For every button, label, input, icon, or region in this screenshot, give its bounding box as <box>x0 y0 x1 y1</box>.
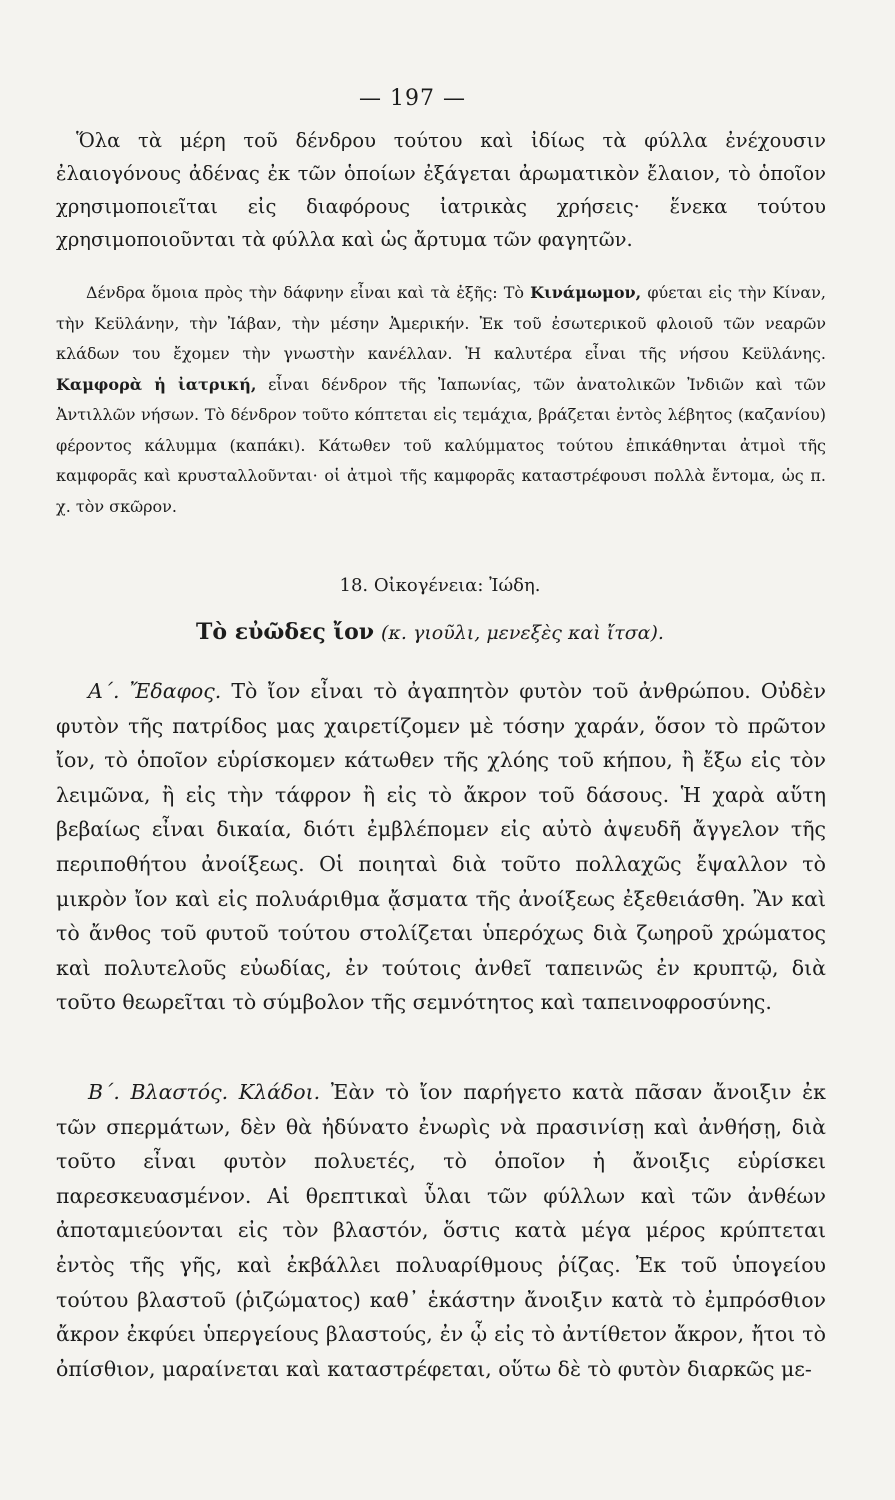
paragraph-text: εἶναι δένδρον τῆς Ἰαπωνίας, τῶν ἀνατολικῶν Ἰνδιῶν καὶ τῶν Ἀντιλλῶν νήσων. Τὸ δένδρον τοῦτο κόπτεται εἰς τεμάχια, βράζεται ἐντὸς λέβητος (καζανίου) φέροντος κάλυμμα (καπάκι). Κάτωθεν τοῦ καλύμματος τούτου ἐπικάθηνται ἀτμοὶ τῆς καμφορᾶς καὶ κρυσταλλοῦνται· οἱ ἀτμοὶ τῆς καμφορᾶς καταστρέφουσι πολλὰ ἔντομα, ὡς π. χ. τὸν σκῶρον. <box>56 374 826 516</box>
paragraph-stem <box>56 1075 826 1386</box>
paragraph-lead: Β΄. Βλαστός. Κλάδοι. <box>88 1080 321 1104</box>
paragraph-soil <box>56 674 826 1020</box>
family-heading: 18. Οἰκογένεια: Ἰώδη. <box>339 575 541 596</box>
section-title <box>0 619 860 645</box>
page-number: — 197 — <box>359 86 466 111</box>
paragraph-text: Ἐὰν τὸ ἴον παρήγετο κατὰ πᾶσαν ἄνοιξιν ἐκ τῶν σπερμάτων, δὲν θὰ ἠδύνατο ἐνωρὶς νὰ πρασινίσῃ καὶ ἀνθήσῃ, διὰ τοῦτο εἶναι φυτὸν πολυετές, τὸ ὁποῖον ἡ ἄνοιξις εὑρίσκει παρεσκευασμένον. Αἱ θρεπτικαὶ ὗλαι τῶν φύλλων καὶ τῶν ἀνθέων ἀποταμιεύονται εἰς τὸν βλαστόν, ὅστις κατὰ μέγα μέρος κρύπτεται ἐντὸς τῆς γῆς, καὶ ἐκβάλλει πολυαρίθμους ῥίζας. Ἐκ τοῦ ὑπογείου τούτου βλαστοῦ (ῥιζώματος) καθ᾽ ἑκάστην ἄνοιξιν κατὰ τὸ ἐμπρόσθιον ἄκρον ἐκφύει ὑπεργείους βλαστούς, ἐν ᾧ εἰς τὸ ἀντίθετον ἄκρον, ἤτοι τὸ ὀπίσθιον, μαραίνεται καὶ καταστρέφεται, οὕτω δὲ τὸ φυτὸν διαρκῶς με- <box>56 1080 826 1381</box>
title-main: Τὸ εὐῶδες ἴον <box>196 619 375 645</box>
paragraph-similar-trees <box>56 278 826 522</box>
paragraph-lead: Α΄. Ἔδαφος. <box>88 679 222 703</box>
paragraph-text: Δένδρα ὅμοια πρὸς τὴν δάφνην εἶναι καὶ τὰ ἑξῆς: Τὸ <box>86 283 525 302</box>
paragraph-text: φύεται εἰς τὴν Κίναν, τὴν Κεϋλάνην, τὴν Ἰάβαν, τὴν μέσην Ἀμερικήν. Ἐκ τοῦ ἐσωτερικοῦ φλοιοῦ τῶν νεαρῶν κλάδων του ἔχομεν τὴν γνωστὴν κανέλλαν. Ἡ καλυτέρα εἶναι τῆς νήσου Κεϋλάνης. <box>56 283 826 363</box>
paragraph-bay-leaves: Ὅλα τὰ μέρη τοῦ δένδρου τούτου καὶ ἰδίως τὰ φύλλα ἐνέχουσιν ἐλαιογόνους ἀδένας ἐκ τῶν ὁποίων ἐξάγεται ἀρωματικὸν ἔλαιον, τὸ ὁποῖον χρησιμοποιεῖται εἰς διαφόρους ἰατρικὰς χρήσεις· ἕνεκα τούτου χρησιμοποιοῦνται τὰ φύλλα καὶ ὡς ἄρτυμα τῶν φαγητῶν. <box>56 129 826 251</box>
title-note: (κ. γιοῦλι, μενεξὲς καὶ ἴτσα). <box>381 622 664 644</box>
paragraph-text: Τὸ ἴον εἶναι τὸ ἀγαπητὸν φυτὸν τοῦ ἀνθρώπου. Οὐδὲν φυτὸν τῆς πατρίδος μας χαιρετίζομεν μὲ τόσην χαράν, ὅσον τὸ πρῶτον ἴον, τὸ ὁποῖον εὑρίσκομεν κάτωθεν τῆς χλόης τοῦ κήπου, ἢ ἔξω εἰς τὸν λειμῶνα, ἢ εἰς τὴν τάφρον ἢ εἰς τὸ ἄκρον τοῦ δάσους. Ἡ χαρὰ αὕτη βεβαίως εἶναι δικαία, διότι ἐμβλέπομεν εἰς αὐτὸ ἀψευδῆ ἄγγελον τῆς περιποθήτου ἀνοίξεως. Οἱ ποιηταὶ διὰ τοῦτο πολλαχῶς ἔψαλλον τὸ μικρὸν ἴον καὶ εἰς πολυάριθμα ᾄσματα τῆς ἀνοίξεως ἐξεθειάσθη. Ἂν καὶ τὸ ἄνθος τοῦ φυτοῦ τούτου στολίζεται ὑπερόχως διὰ ζωηροῦ χρώματος καὶ πολυτελοῦς εὐωδίας, ἐν τούτοις ἀνθεῖ ταπεινῶς ἐν κρυπτῷ, διὰ τοῦτο θεωρεῖται τὸ σύμβολον τῆς σεμνότητος καὶ ταπεινοφροσύνης. <box>56 679 826 1015</box>
term-kamfora: Καμφορὰ ἡ ἰατρική, <box>56 374 257 394</box>
term-kinamomon: Κινάμωμον, <box>530 283 642 302</box>
